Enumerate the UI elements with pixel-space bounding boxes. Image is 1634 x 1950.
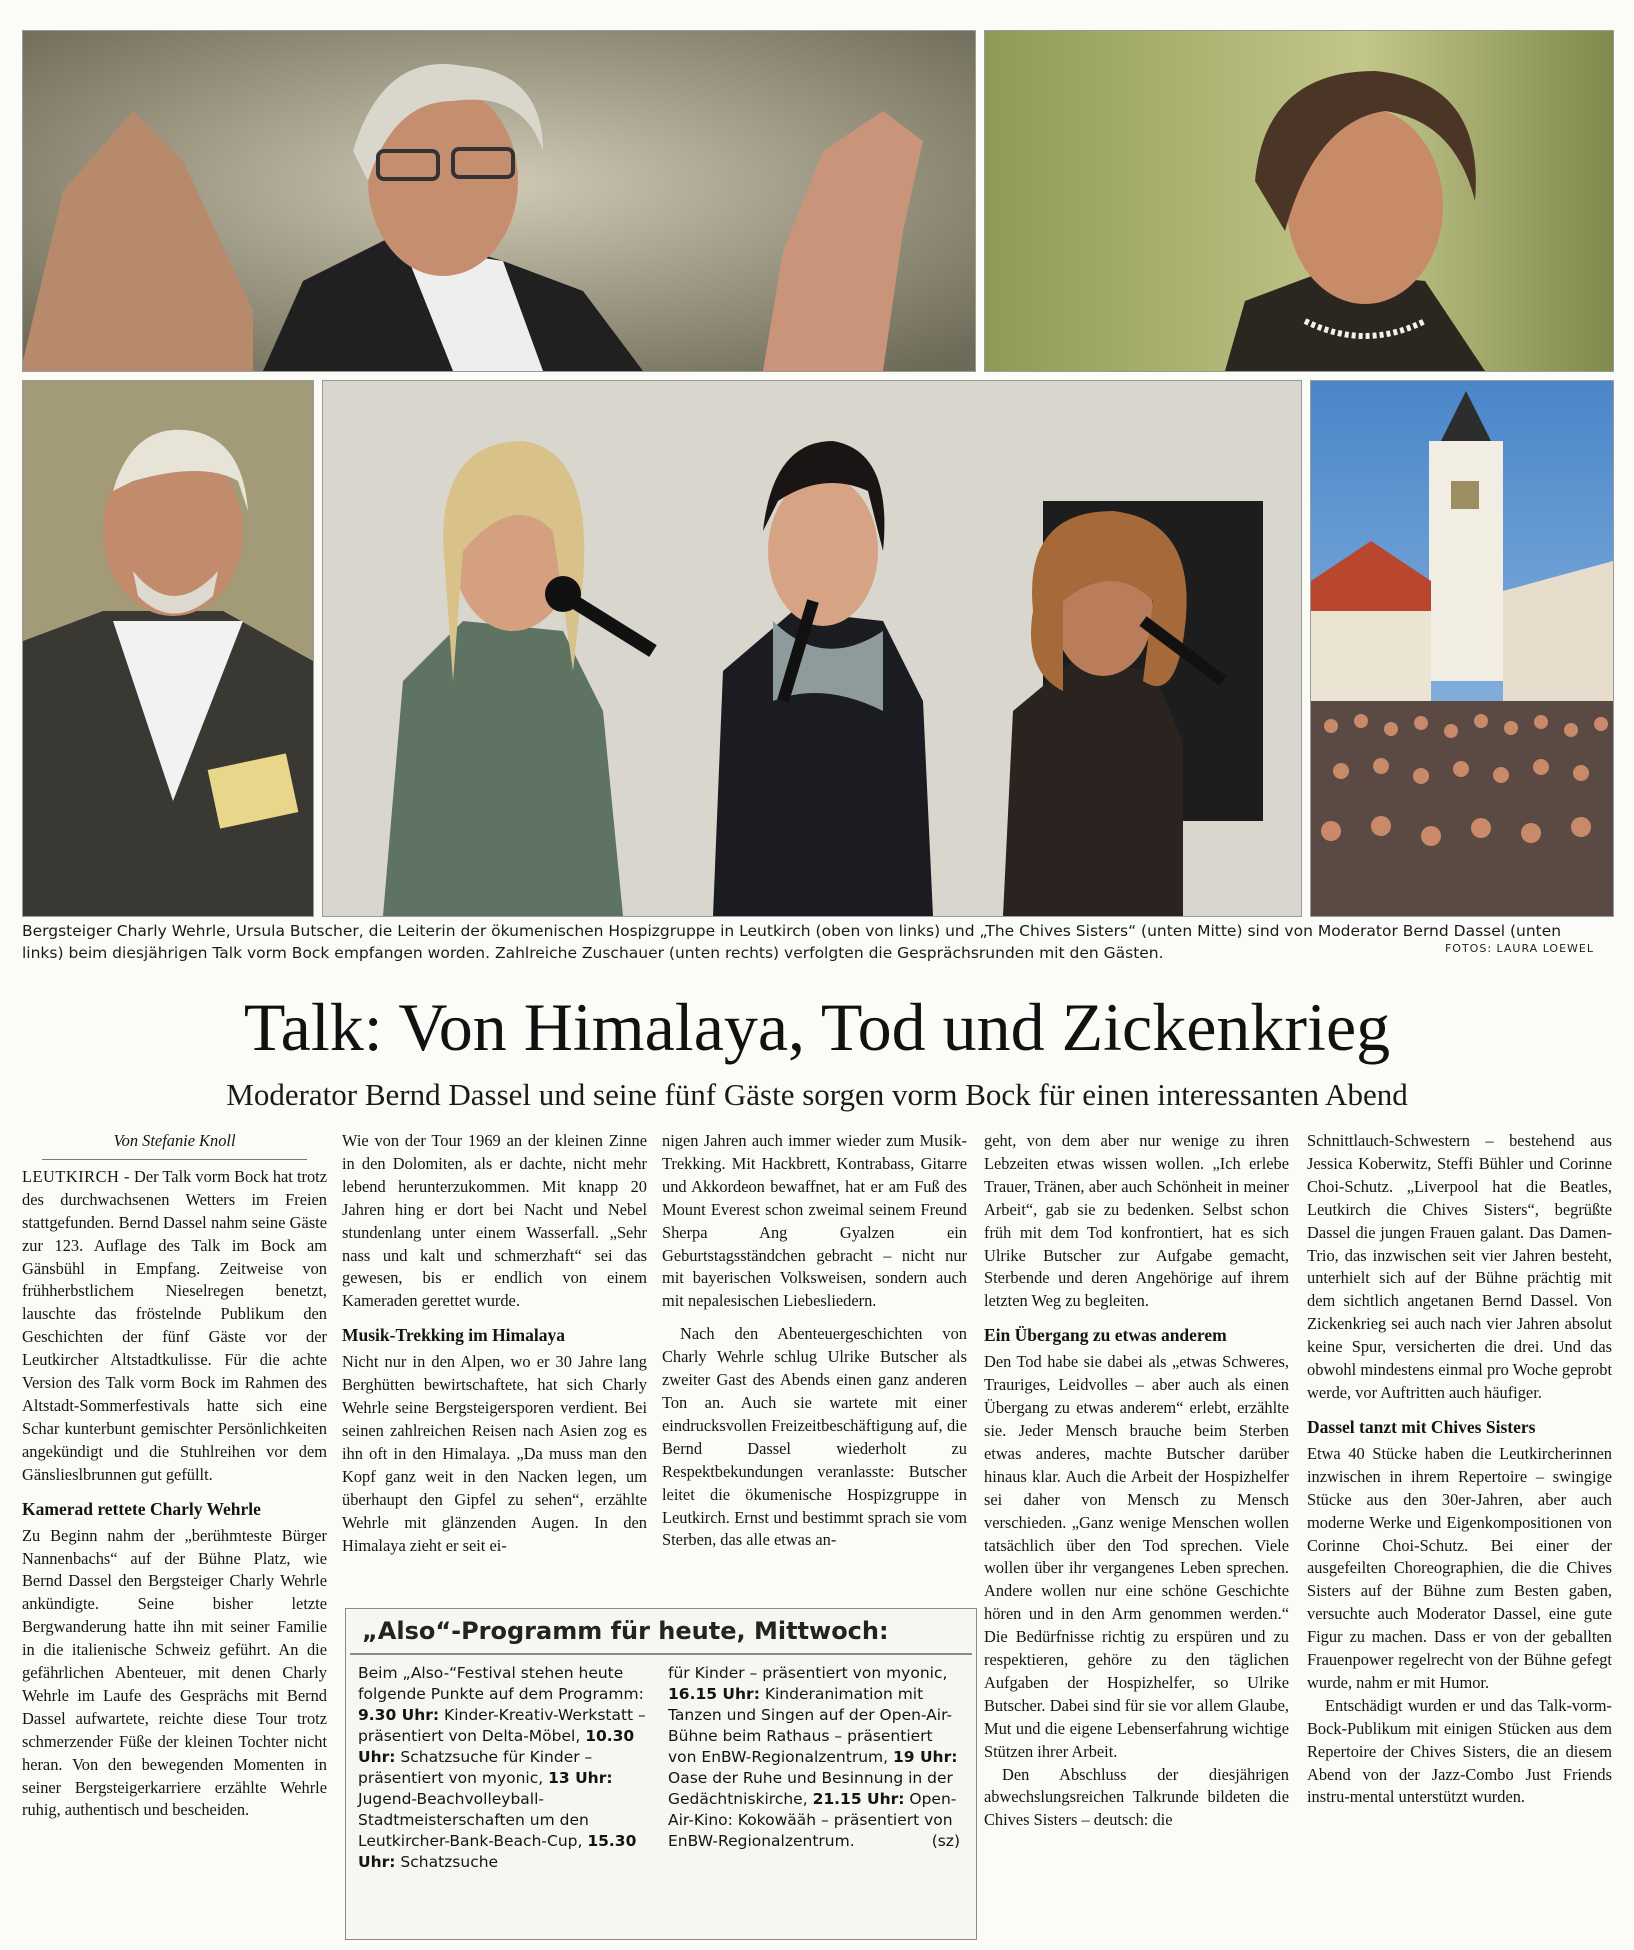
infobox-column-left — [358, 1663, 650, 1873]
paragraph: Wie von der Tour 1969 an der kleinen Zinne in den Dolomiten, als er dachte, nicht mehr lebend herunterzukommen. Mit knapp 20 Jahren hing er dort bei Nacht und Nebel stundenlang unter einem Wasserfall. „Sehr nass und kalt und schmerzhaft“ sei das gewesen, bis er endlich von einem Kameraden gerettet wurde. — [342, 1131, 647, 1311]
byline: Von Stefanie Knoll — [113, 1131, 236, 1150]
paragraph: Den Abschluss der diesjährigen abwechslungsreichen Talkrunde bildeten die Chives Sisters – deutsch: die — [984, 1764, 1289, 1830]
article-column-5 — [1307, 1130, 1612, 1809]
subheadline: Moderator Bernd Dassel und seine fünf Gäste sorgen vorm Bock für einen interessanten Abend — [226, 1077, 1408, 1112]
program-entry: 16.15 Uhr: Kinderanimation mit Tanzen und Singen auf der Open-Air-Bühne beim Rathaus – präsentiert von EnBW-Regionalzentrum, — [668, 1685, 953, 1766]
byline-rule — [42, 1159, 307, 1160]
program-entry: Beim „Also-“Festival stehen heute folgende Punkte auf dem Programm: — [358, 1664, 644, 1703]
subhead-uebergang: Ein Übergang zu etwas anderem — [984, 1325, 1227, 1346]
paragraph: geht, von dem aber nur wenige zu ihren Lebzeiten etwas wissen wollen. „Ich erlebe Trauer, Tränen, aber auch Schönheit in meiner Arbeit“, gab sie zu bedenken. Selbst schon früh mit dem Tod konfrontiert, hat es sich Ulrike Butscher zur Aufgabe gemacht, Sterbende und deren Angehörige auf ihrem letzten Weg zu begleiten. — [984, 1131, 1289, 1311]
program-entry: 13 Uhr: Jugend-Beachvolleyball-Stadtmeisterschaften um den Leutkircher-Bank-Beach-Cup, — [358, 1769, 613, 1850]
article-column-2 — [342, 1130, 647, 1557]
paragraph: Nach den Abenteuergeschichten von Charly Wehrle schlug Ulrike Butscher als zweiter Gast des Abends einen ganz anderen Ton an. Auch sie wartete mit einer eindrucksvollen Freizeitbeschäftigung auf, die Bernd Dassel wiederholt zu Respektbekundungen veranlasste: Butscher leitet die ökumenische Hospizgruppe in Leutkirch. Ernst und bestimmt sprach sie vom Sterben, das alle etwas an- — [662, 1324, 967, 1550]
paragraph: Zu Beginn nahm der „berühmteste Bürger Nannenbachs“ auf der Bühne Platz, wie Bernd Dassel den Bergsteiger Charly Wehrle ankündigte. Seine bisher letzte Bergwanderung hatte ihn mit seiner Familie in die italienische Schweiz geführt. An die gefährlichen Abenteuer, mit denen Charly Wehrle im Laufe des Gesprächs mit Bernd Dassel aufwartete, reichte diese Tour trotz schmerzender Füße der kleinen Tochter nicht heran. Von den bewegenden Momenten in seiner Bergsteigerkarriere erzählte Wehrle ruhig, authentisch und bescheiden. — [22, 1525, 327, 1820]
program-entry: 15.30 Uhr: Schatzsuche — [358, 1832, 637, 1871]
infobox-title: „Also“-Programm für heute, Mittwoch: — [350, 1609, 972, 1655]
program-entry: 19 Uhr: Oase der Ruhe und Besinnung in der Gedächtniskirche, — [668, 1748, 958, 1808]
subhead-kamerad: Kamerad rettete Charly Wehrle — [22, 1498, 261, 1519]
photo-tower-audience — [1310, 380, 1614, 917]
photo-caption: Bergsteiger Charly Wehrle, Ursula Butscher, die Leiterin der ökumenischen Hospizgruppe in Leutkirch (oben von links) und „The Chives Sisters“ (unten Mitte) sind von Moderator Bernd Dassel (unten links) beim diesjährigen Talk vorm Bock empfangen worden. Zahlreiche Zuschauer (unten rechts) verfolgten die Gesprächsrunden mit den Gästen. — [22, 922, 1562, 962]
intro-text: Der Talk vorm Bock hat trotz des durchwachsenen Wetters im Freien stattgefunden. Bernd Dassel nahm seine Gäste zur 123. Auflage des Talk im Bock am Gänsbühl in Empfang. Zeitweise von frühherbstlichem Nieselregen benetzt, lauschte das fröstelnde Publikum den Geschichten der fünf Gäste vor der Leutkircher Altstadtkulisse. Für die achte Version des Talk vorm Bock im Rahmen des Altstadt-Sommerfestivals hatte sich eine Schar kunterbunt gemischter Persönlichkeiten angekündigt und die Stuhlreihen vor dem Gänslieslbrunnen gut gefüllt. — [22, 1166, 327, 1484]
program-entry: 9.30 Uhr: Kinder-Kreativ-Werkstatt – präsentiert von Delta-Möbel, — [358, 1706, 646, 1745]
subhead-musik-trekking: Musik-Trekking im Himalaya — [342, 1325, 565, 1346]
photo-chives-sisters — [322, 380, 1302, 917]
photo-bernd-dassel — [22, 380, 314, 917]
photo-charly-wehrle — [22, 30, 976, 372]
article-column-1 — [22, 1130, 327, 1822]
paragraph: Den Tod habe sie dabei als „etwas Schweres, Trauriges, Leidvolles – aber auch als einen Übergang zu etwas anderem“ erlebt, erzählte sie. Jeder Mensch brauche beim Sterben etwas anderes, machte Butscher darüber hinaus klar. Auch die Arbeit der Hospizhelfer sei daher von Mensch zu Mensch verschieden. „Ganz wenige Menschen wollen tatsächlich über den Tod sprechen. Viele wollen über ihr vergangenes Leben sprechen. Andere wollen nur eine schöne Geschichte hören und in den Arm genommen werden.“ Die Bedürfnisse richtig zu erspüren und zu respektieren, gehöre zu den täglichen Aufgaben der Hospizhelfer, so Ulrike Butscher. Dabei sind für sie vor allem Glaube, Mut und die eigene Lebenserfahrung wichtige Stützen ihrer Arbeit. — [984, 1352, 1289, 1761]
paragraph: Nicht nur in den Alpen, wo er 30 Jahre lang Berghütten bewirtschaftete, hat sich Charly Wehrle seine Bergsteigersporen verdient. Bei seinen zahlreichen Reisen nach Asien zog es ihn oft in den Himalaya. „Da muss man den Kopf ganz weit in den Nacken legen, um überhaupt den Gipfel zu sehen“, erzählte Wehrle mit glänzenden Augen. In den Himalaya zieht er seit ei- — [342, 1352, 647, 1555]
intro-paragraph — [22, 1166, 327, 1487]
photo-credit: FOTOS: LAURA LOEWEL — [1444, 942, 1594, 955]
program-entry: für Kinder – präsentiert von myonic, — [668, 1664, 948, 1682]
paragraph: Schnittlauch-Schwestern – bestehend aus Jessica Koberwitz, Steffi Bühler und Corinne Choi-Schutz. „Liverpool hat die Beatles, Leutkirch die Chives Sisters“, begrüßte Dassel die jungen Frauen galant. Das Damen-Trio, das inzwischen seit vier Jahren besteht, unterhielt sich auf der Bühne prächtig mit dem sichtlich angetanen Bernd Dassel. Von Zickenkrieg sei auch nach vier Jahren absolut keine Spur, versicherten die drei. Und das obwohl mindestens einmal pro Woche geprobt werde, vor Auftritten auch häufiger. — [1307, 1131, 1612, 1402]
paragraph: Entschädigt wurden er und das Talk-vorm-Bock-Publikum mit einigen Stücken aus dem Repertoire der Chives Sisters, die an diesem Abend von der Jazz-Combo Just Friends instru-mental unterstützt wurden. — [1307, 1695, 1612, 1807]
program-entry: 21.15 Uhr: Open-Air-Kino: Kokowääh – präsentiert von EnBW-Regionalzentrum. — [668, 1790, 957, 1850]
article-column-3 — [662, 1130, 967, 1552]
headline: Talk: Von Himalaya, Tod und Zickenkrieg — [243, 989, 1391, 1065]
paragraph: nigen Jahren auch immer wieder zum Musik-Trekking. Mit Hackbrett, Kontrabass, Gitarre und Akkordeon bewaffnet, hat er am Fuß des Mount Everest schon zweimal seinem Freund Sherpa Ang Gyalzen ein Geburtstagsständchen gebracht – nicht nur mit bayerischen Volksweisen, sondern auch mit nepalesischen Liebesliedern. — [662, 1131, 967, 1311]
infobox-signature: (sz) — [931, 1832, 960, 1850]
article-column-4 — [984, 1130, 1289, 1832]
photo-ursula-butscher — [984, 30, 1614, 372]
dateline: LEUTKIRCH - — [22, 1166, 130, 1186]
program-infobox — [345, 1608, 977, 1940]
program-entry: 10.30 Uhr: Schatzsuche für Kinder – präsentiert von myonic, — [358, 1727, 635, 1787]
paragraph: Etwa 40 Stücke haben die Leutkircherinnen inzwischen in ihrem Repertoire – swingige Stücke aus den 30er-Jahren, aber auch moderne Werke und Eigenkompositionen von Corinne Choi-Schutz. Bei einer der ausgefeilten Choreographien, die die Chives Sisters auf der Bühne zum Besten gaben, versuchte auch Moderator Dassel, eine gute Figur zu machen. Dass er von der geballten Frauenpower regelrecht von der Bühne gefegt wurde, nahm er mit Humor. — [1307, 1443, 1612, 1692]
infobox-column-right — [668, 1663, 960, 1873]
subhead-dassel-tanzt: Dassel tanzt mit Chives Sisters — [1307, 1416, 1536, 1437]
